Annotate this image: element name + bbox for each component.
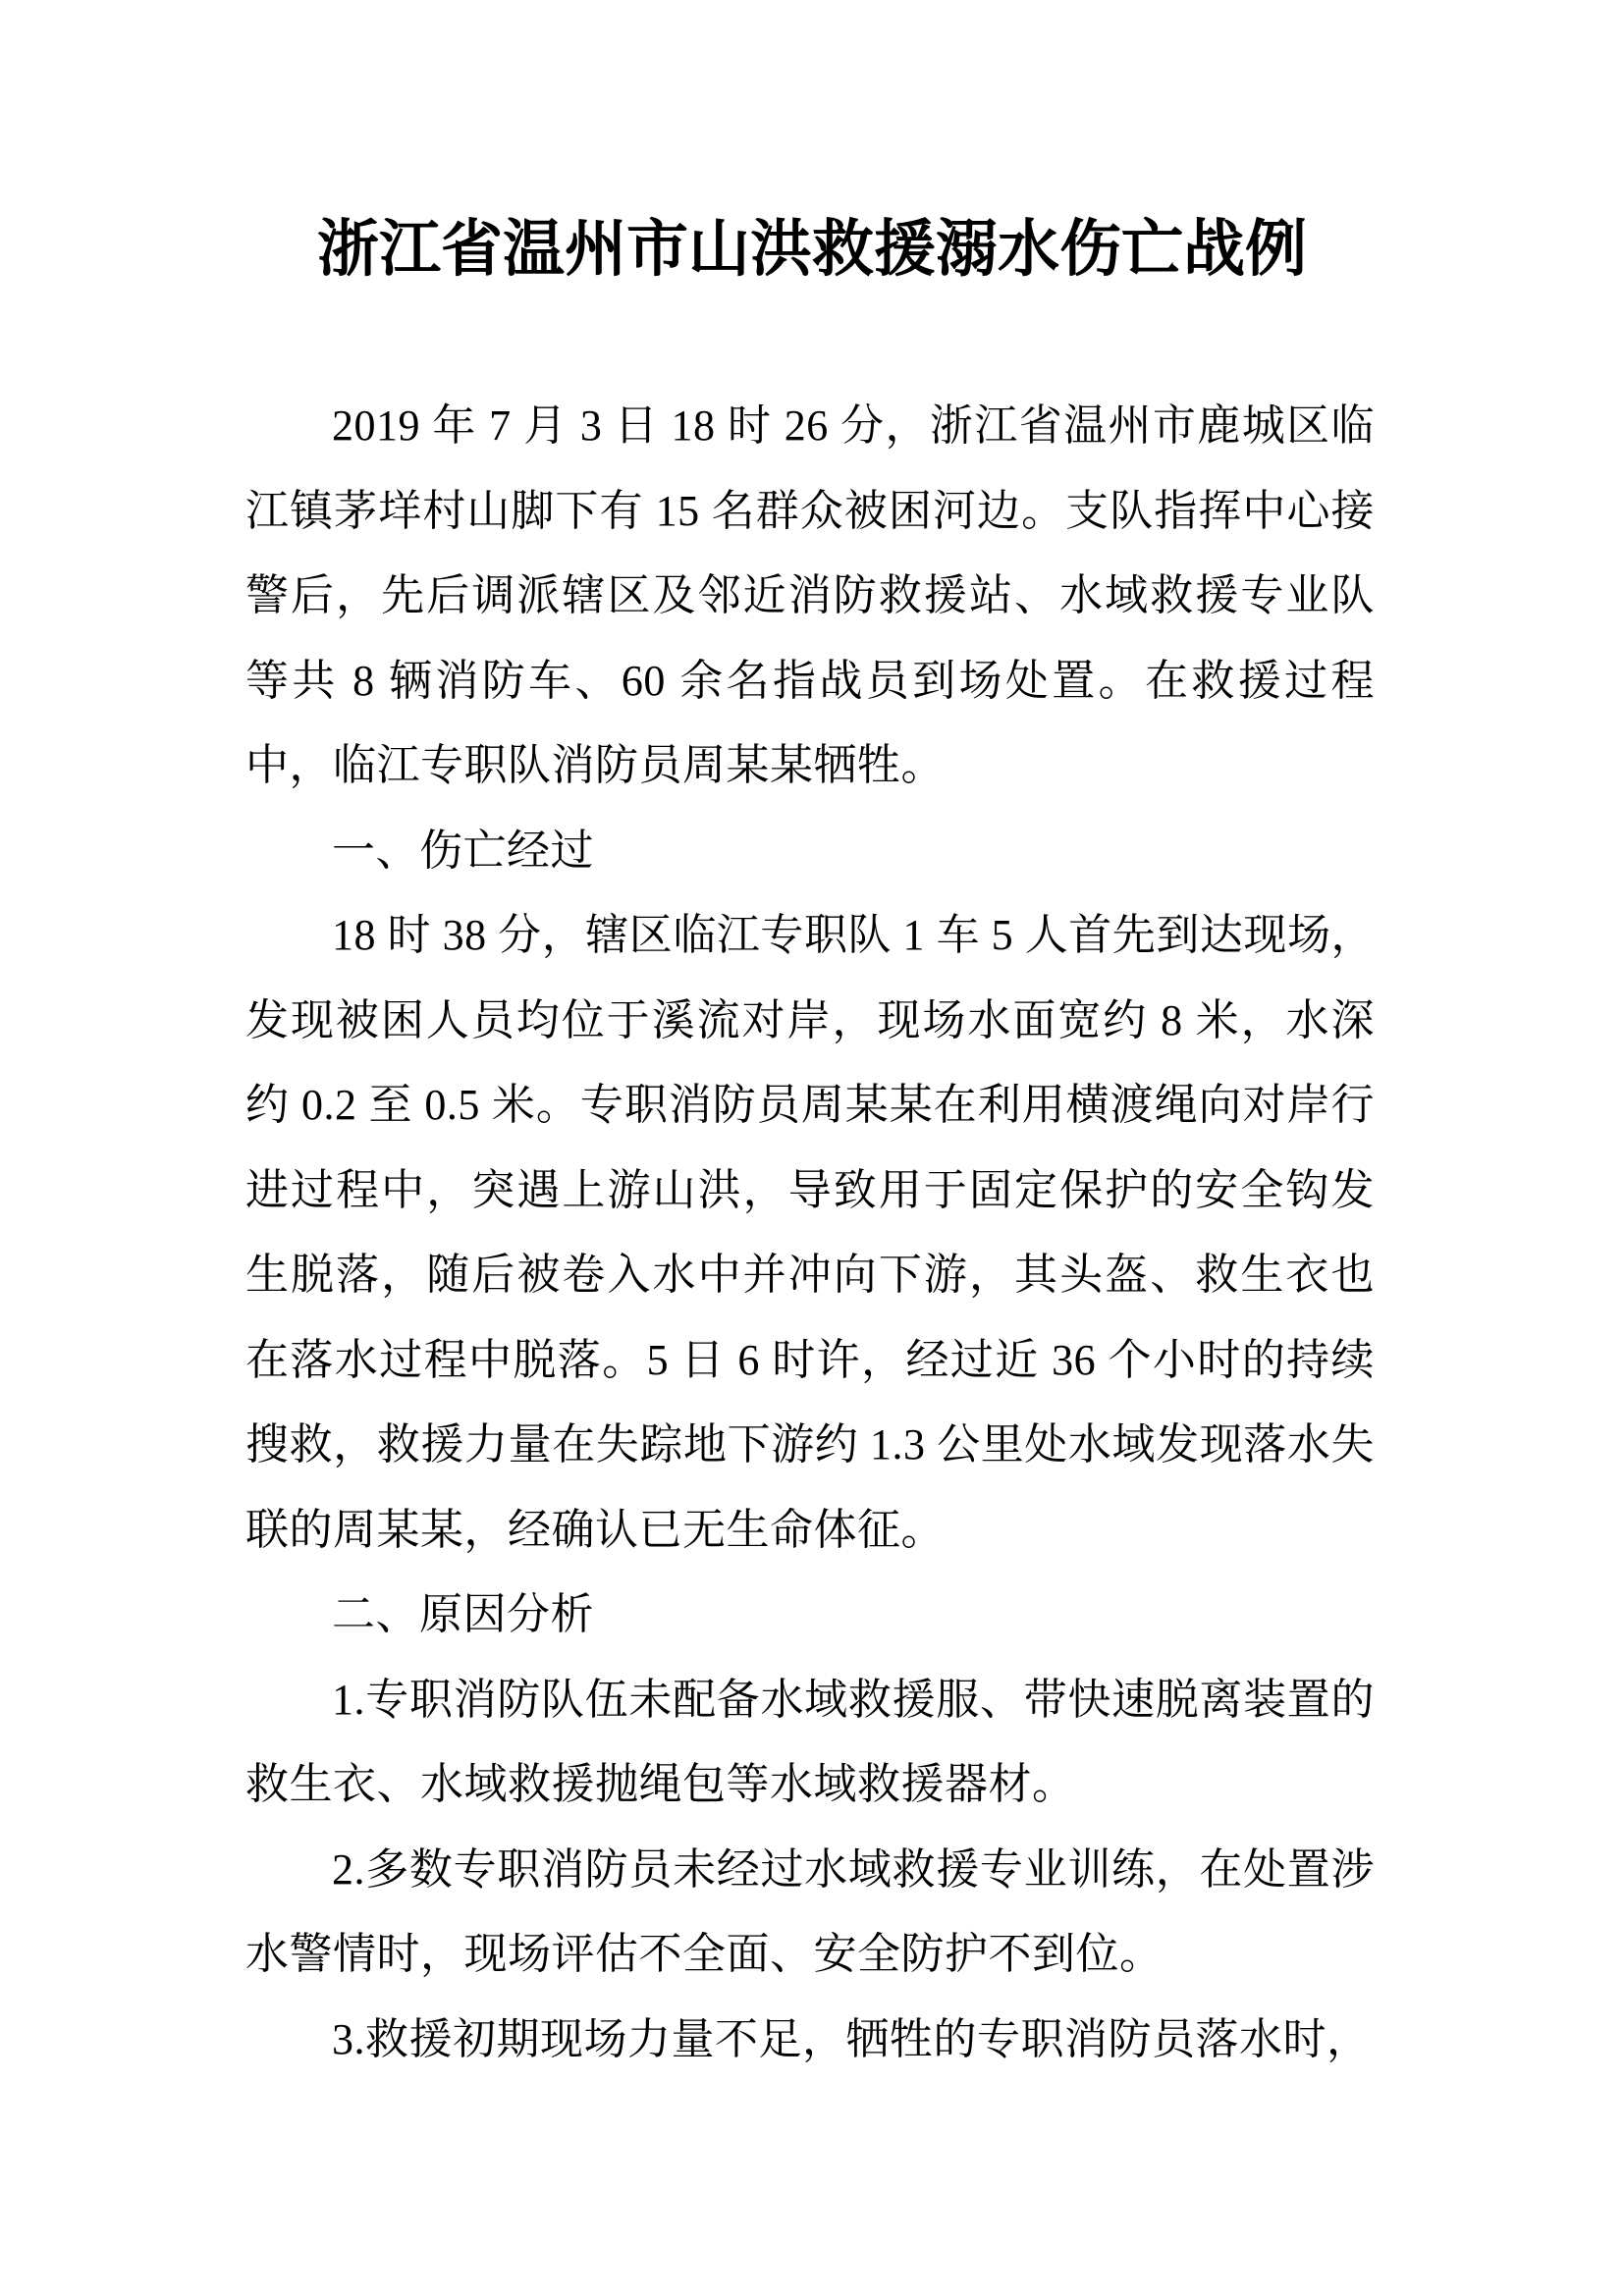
paragraph-casualty-course: 18 时 38 分，辖区临江专职队 1 车 5 人首先到达现场，发现被困人员均位于溪流对岸，现场水面宽约 8 米，水深约 0.2 至 0.5 米。专职消防员周某某在利用横渡绳向对岸行进过程中，突遇上游山洪，导致用于固定保护的安全钩发生脱落，随后被卷入水中并冲向下游，其头盔、救生衣也在落水过程中脱落。5 日 6 时许，经过近 36 个小时的持续搜救，救援力量在失踪地下游约 1.3 公里处水域发现落水失联的周某某，经确认已无生命体征。 (245, 911, 1375, 1554)
paragraph-cause-1: 1.专职消防队伍未配备水域救援服、带快速脱离装置的救生衣、水域救援抛绳包等水域救援器材。 (245, 1675, 1375, 1808)
paragraph-cause-2: 2.多数专职消防员未经过水域救援专业训练，在处置涉水警情时，现场评估不全面、安全防护不到位。 (245, 1844, 1375, 1978)
section-heading-casualty-course: 一、伤亡经过 (332, 826, 594, 875)
document-title: 浙江省温州市山洪救援溺水伤亡战例 (317, 215, 1307, 284)
document-body (245, 384, 1375, 2082)
paragraph-cause-3: 3.救援初期现场力量不足，牺牲的专职消防员落水时， (332, 2014, 1371, 2063)
section-heading-cause-analysis: 二、原因分析 (332, 1590, 594, 1638)
paragraph-incident-summary: 2019 年 7 月 3 日 18 时 26 分，浙江省温州市鹿城区临江镇茅垟村山脚下有 15 名群众被困河边。支队指挥中心接警后，先后调派辖区及邻近消防救援站、水域救援专业队等共 8 辆消防车、60 余名指战员到场处置。在救援过程中，临江专职队消防员周某某牺牲。 (245, 401, 1375, 789)
